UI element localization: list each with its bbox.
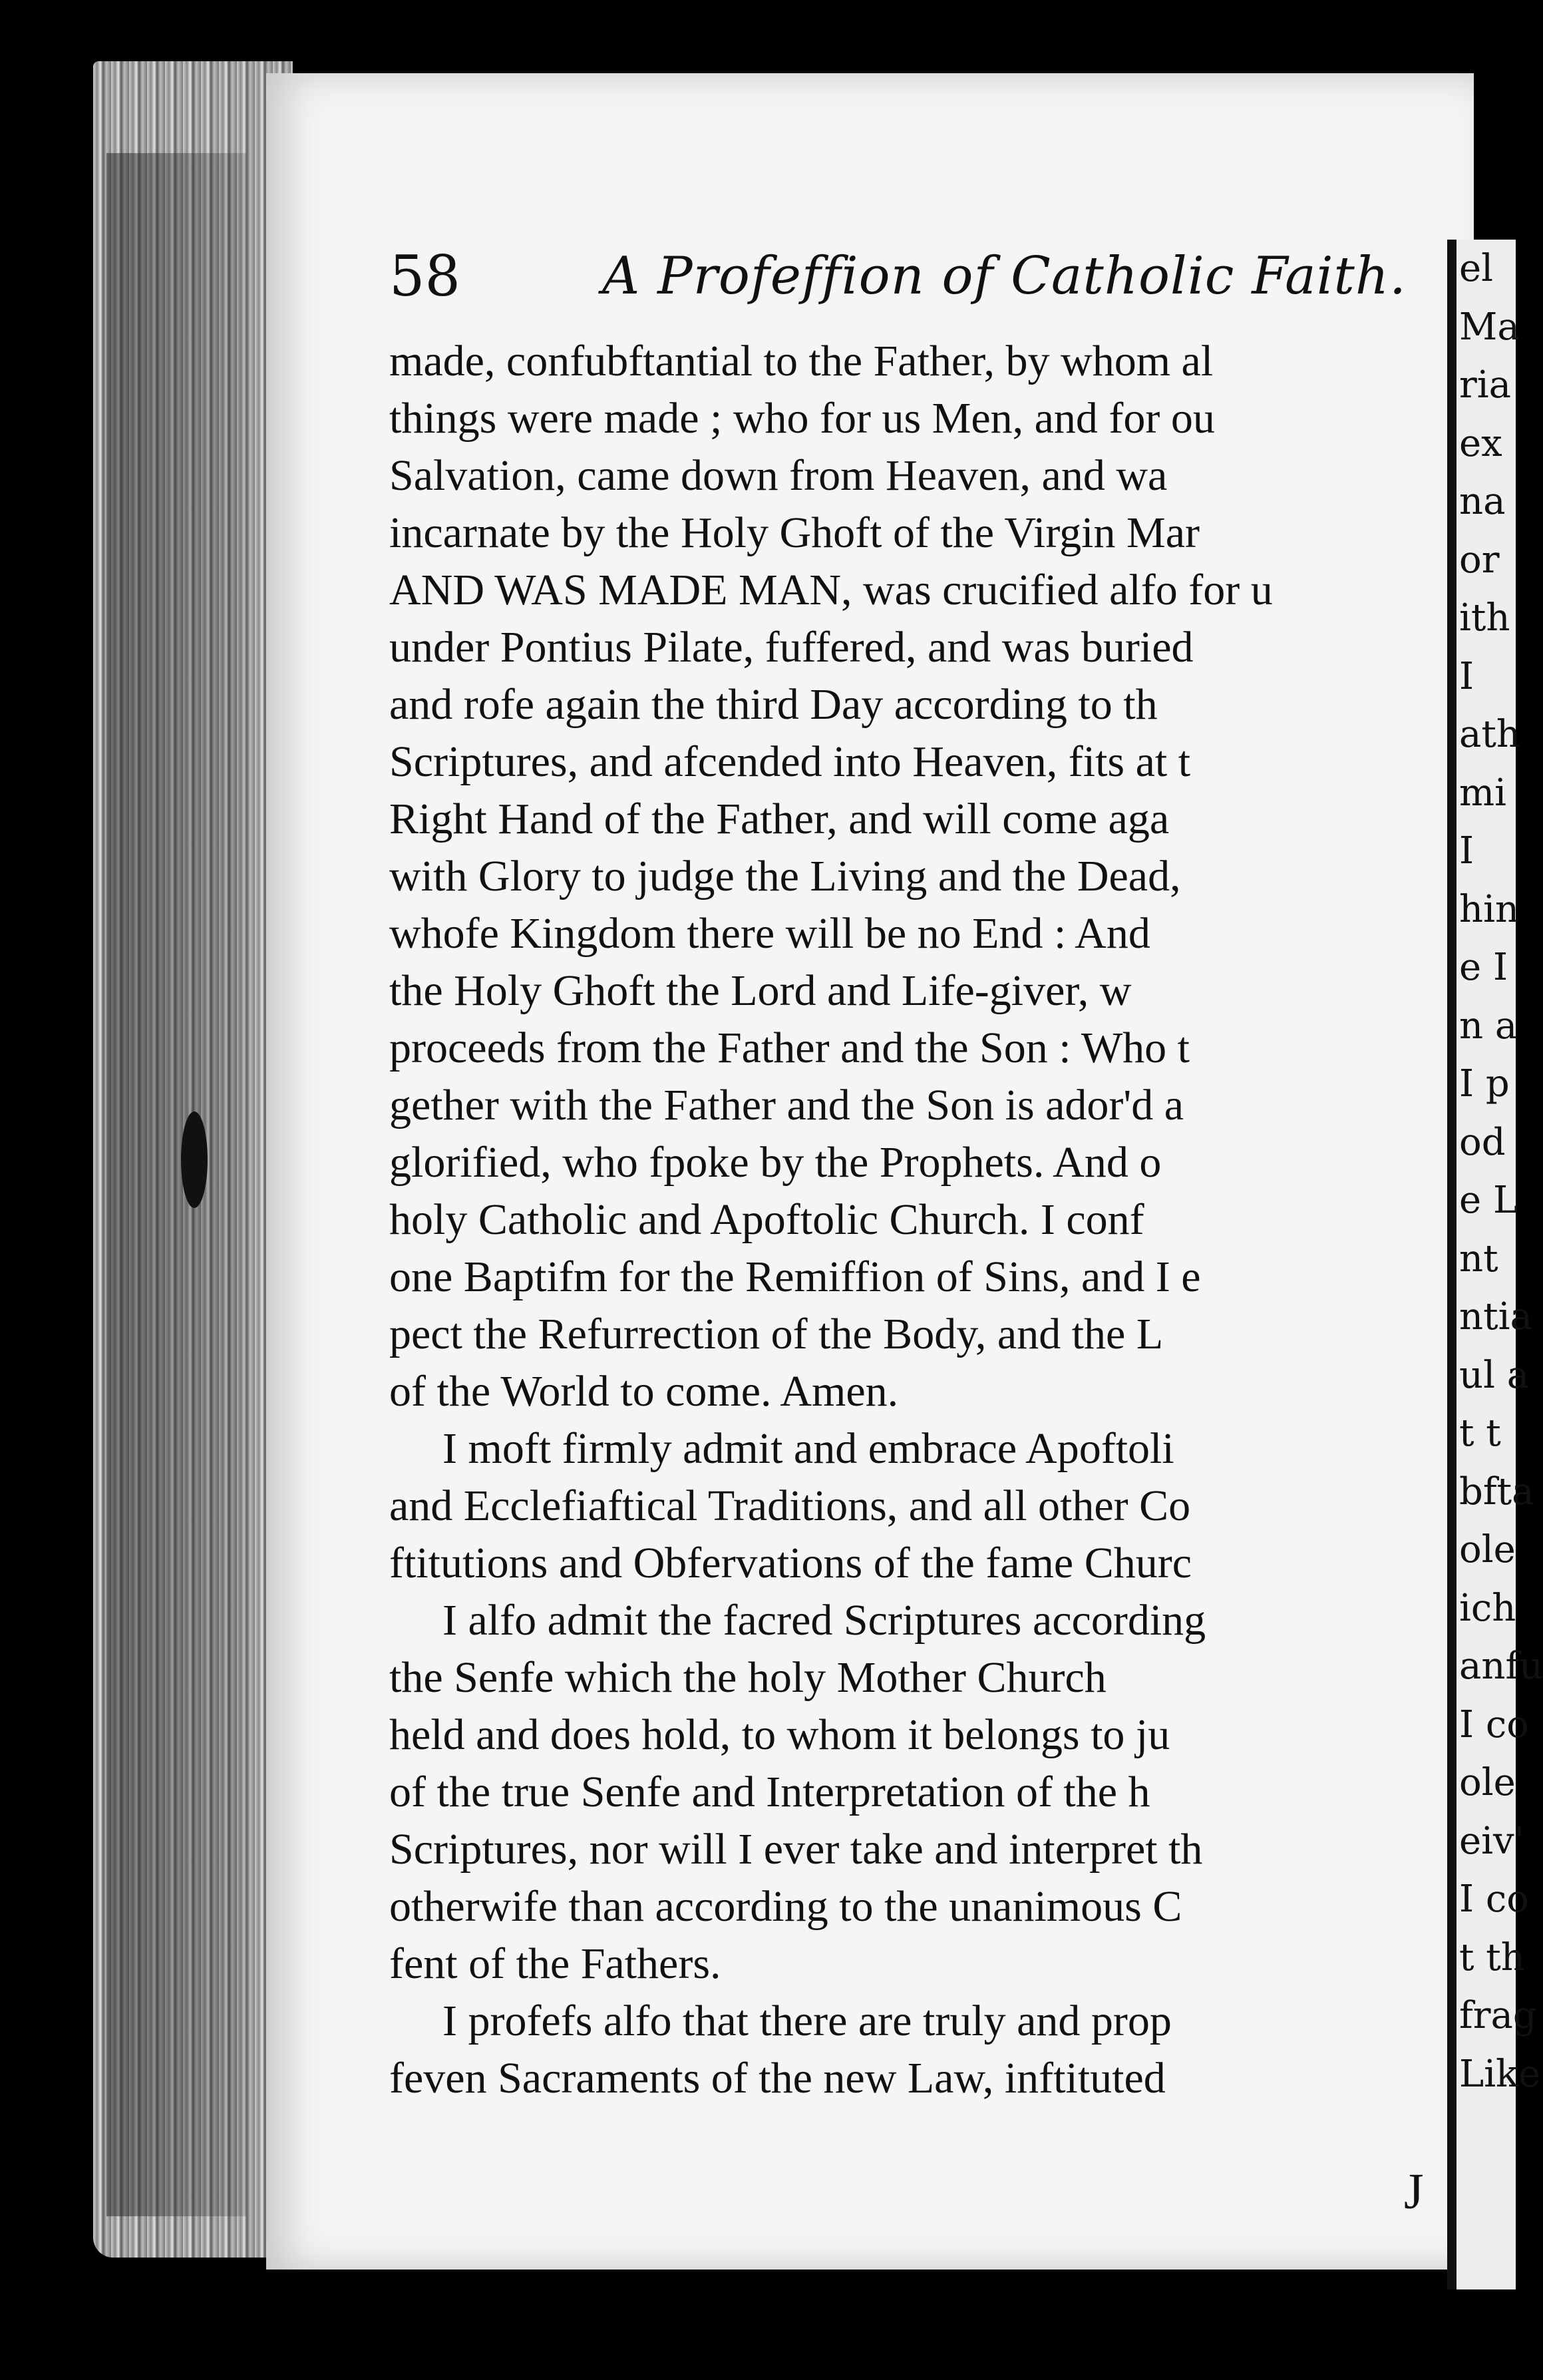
text-line: under Pontius Pilate, fuffered, and was buried [389,623,1194,672]
adjacent-page-fragment: na [1459,480,1506,523]
catchword: J [1404,2164,1424,2220]
adjacent-page-fragment: ich [1459,1586,1516,1630]
adjacent-page-fragment: Ma [1459,305,1520,349]
text-line: Salvation, came down from Heaven, and wa [389,451,1168,500]
adjacent-page-fragment: eiv' [1459,1819,1525,1863]
body-text [389,333,1467,2107]
text-line: of the true Senfe and Interpretation of the h [389,1768,1150,1816]
adjacent-page-fragment: ex [1459,421,1502,465]
running-head: A Profeffion of Catholic Faith. [602,246,1407,306]
text-line: things were made ; who for us Men, and for ou [389,394,1215,443]
adjacent-page-fragment: I co [1459,1878,1529,1921]
page-edges-shadow [106,153,246,2216]
text-line: whofe Kingdom there will be no End : And [389,909,1150,958]
text-line: otherwife than according to the unanimous C [389,1882,1182,1931]
text-line: holy Catholic and Apoftolic Church. I conf [389,1195,1144,1244]
text-line: held and does hold, to whom it belongs to ju [389,1710,1170,1759]
adjacent-page-fragment: t th [1459,1935,1525,1979]
adjacent-page-fragment: Like [1459,2052,1541,2096]
text-line: with Glory to judge the Living and the Dead, [389,852,1181,900]
adjacent-page-fragment: n a [1459,1004,1518,1048]
adjacent-page-fragment: od [1459,1120,1506,1164]
text-line: pect the Refurrection of the Body, and the L [389,1310,1164,1358]
text-line: I moft firmly admit and embrace Apoftoli [442,1424,1174,1473]
adjacent-page-fragment: el [1459,247,1494,290]
text-line: and Ecclefiaftical Traditions, and all other Co [389,1482,1191,1530]
adjacent-page-fragment: ntia [1459,1295,1532,1338]
binding-hole [181,1111,208,1208]
page-number: 58 [389,244,460,309]
adjacent-page-fragment: ria [1459,363,1512,407]
adjacent-page-fragment: I co [1459,1702,1529,1746]
text-line: ftitutions and Obfervations of the fame Churc [389,1539,1192,1587]
adjacent-page-fragment: bfta [1459,1470,1534,1513]
adjacent-page-fragment: I p [1459,1062,1510,1105]
adjacent-page-fragment: ole [1459,1528,1516,1571]
text-line: Scriptures, nor will I ever take and interpret th [389,1825,1203,1874]
adjacent-page-fragment: e L [1459,1179,1518,1222]
text-line: I profefs alfo that there are truly and prop [442,1997,1172,2045]
text-line: made, confubftantial to the Father, by whom al [389,337,1214,385]
text-line: and rofe again the third Day according to th [389,680,1158,729]
adjacent-page-fragment: t t [1459,1412,1501,1455]
text-line: glorified, who fpoke by the Prophets. And o [389,1138,1162,1187]
adjacent-page-fragment: e I [1459,946,1508,989]
text-line: fent of the Fathers. [389,1939,721,1988]
adjacent-page-fragment: ul a [1459,1353,1530,1397]
text-line: incarnate by the Holy Ghoft of the Virgin Mar [389,508,1200,557]
adjacent-page-fragment: ith [1459,596,1510,640]
adjacent-page-fragment: nt [1459,1237,1498,1281]
adjacent-page-fragment: mi [1459,771,1507,815]
text-line: proceeds from the Father and the Son : Who t [389,1024,1190,1072]
text-line: AND WAS MADE MAN, was crucified alfo for u [389,566,1273,614]
adjacent-page-fragment: ath [1459,713,1520,756]
text-line: one Baptifm for the Remiffion of Sins, and I e [389,1253,1201,1301]
text-line: gether with the Father and the Son is ador'd a [389,1081,1184,1129]
text-line: Scriptures, and afcended into Heaven, fits at t [389,737,1191,786]
adjacent-page-fragment: ole [1459,1761,1516,1804]
adjacent-page-fragment: or [1459,538,1500,582]
adjacent-page-fragment: anfu [1459,1645,1543,1688]
text-line: of the World to come. Amen. [389,1367,899,1416]
text-line: the Holy Ghoft the Lord and Life-giver, w [389,966,1132,1015]
adjacent-page-fragment: I [1459,654,1474,698]
page-header [389,240,1427,313]
text-line: I alfo admit the facred Scriptures according [442,1596,1206,1645]
adjacent-page-fragment: I [1459,829,1474,873]
text-line: Right Hand of the Father, and will come aga [389,795,1170,843]
text-line: the Senfe which the holy Mother Church [389,1653,1107,1702]
adjacent-page-fragment: hin [1459,887,1520,931]
adjacent-page-fragment: frag [1459,1994,1537,2037]
text-line: feven Sacraments of the new Law, inftituted [389,2054,1166,2102]
